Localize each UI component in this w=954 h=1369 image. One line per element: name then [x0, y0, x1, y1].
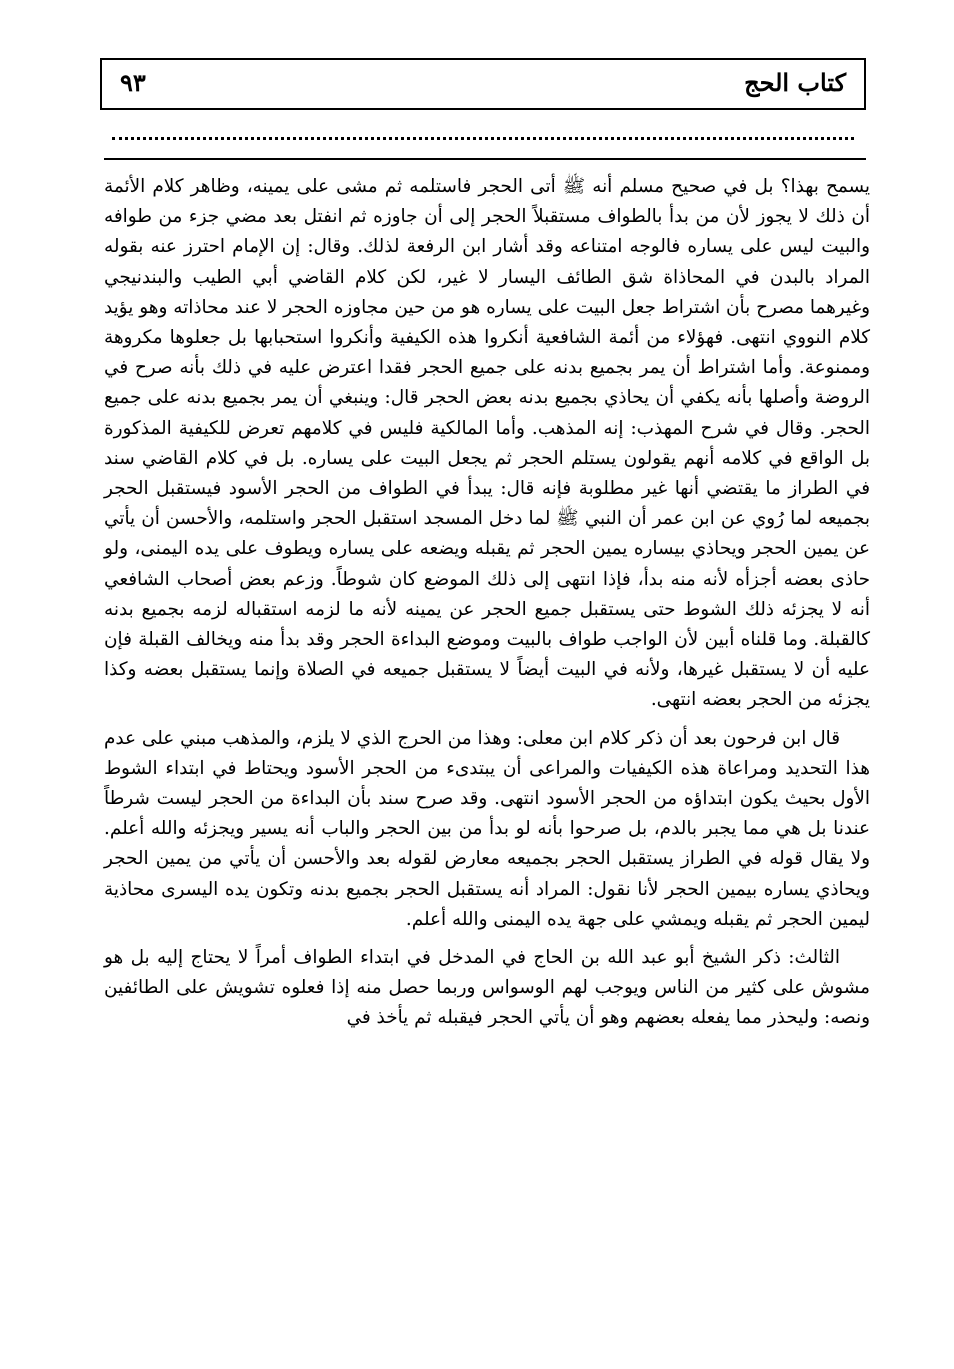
- paragraph: قال ابن فرحون بعد أن ذكر كلام ابن معلى: وهذا من الحرج الذي لا يلزم، والمذهب مبني على عدم هذا التحديد ومراعاة هذه الكيفيات والمراعى أن يبتدىء من الحجر الأسود ويحتاط في ابتداء الشوط الأول بحيث يكون ابتداؤه من الحجر الأسود انتهى. وقد صرح سند بأن البداءة من الحجر ليست شرطاً عندنا بل هي مما يجبر بالدم، بل صرحوا بأنه لو بدأ من بين الحجر والباب أنه يسير ويجزئه والله أعلم. ولا يقال قوله في الطراز يستقبل الحجر بجميعه معارض لقوله بعد والأحسن أن يأتي من يمين الحجر ويحاذي يساره بيمين الحجر لأنا نقول: المراد أنه يستقبل الحجر بجميع بدنه وتكون يده اليسرى محاذية ليمين الحجر ثم يقبله ويمشي على جهة يده اليمنى والله أعلم.: [104, 727, 870, 930]
- page-number: ٩٣: [120, 68, 146, 97]
- dotted-separator: [112, 120, 854, 140]
- chapter-title: كتاب الحج: [744, 68, 846, 97]
- paragraph: الثالث: ذكر الشيخ أبو عبد الله بن الحاج في المدخل في ابتداء الطواف أمراً لا يحتاج إليه بل هو مشوش على كثير من الناس ويوجب لهم الوسواس وربما حصل منه إذا فعلوه تشويش على الطائفين ونصه: وليحذر مما يفعله بعضهم وهو أن يأتي الحجر فيقبله ثم يأخذ في: [104, 947, 870, 1029]
- running-header: [100, 58, 866, 110]
- paragraph: يسمح بهذا؟ بل في صحيح مسلم أنه ﷺ أتى الحجر فاستلمه ثم مشى على يمينه، وظاهر كلام الأئمة أن ذلك لا يجوز لأن من بدأ بالطواف مستقبلاً الحجر إلى أن جاوزه ثم انفتل بعد مضي جزء من طوافه والبيت ليس على يساره فالوجه امتناعه وقد أشار ابن الرفعة لذلك. وقال: إن الإمام احترز عنه بقوله المراد بالبدن في المحاذاة شق الطائف اليسار لا غير، لكن كلام القاضي أبي الطيب والبندنيجي وغيرهما مصرح بأن اشتراط جعل البيت على يساره هو من حين مجاوزه الحجر لا عند محاذاته وهو يؤيد كلام النووي انتهى. فهؤلاء من أئمة الشافعية أنكروا هذه الكيفية وأنكروا استحبابها بل جعلوها مكروهة وممنوعة. وأما اشتراط أن يمر بجميع بدنه على جميع الحجر فقدا اعترض عليه في ذلك بأنه صرح في الروضة وأصلها بأنه يكفي أن يحاذي بجميع بدنه بعض الحجر قال: وينبغي أن يمر بجميع بدنه على جميع الحجر. وقال في شرح المهذب: إنه المذهب. وأما المالكية فليس في كلامهم تعرض للكيفية المذكورة بل الواقع في كلامه أنهم يقولون يستلم الحجر ثم يجعل البيت على يساره. بل في كلام القاضي سند في الطراز ما يقتضي أنها غير مطلوبة فإنه قال: يبدأ في الطواف من الحجر الأسود فيستقبل الحجر بجميعه لما رُوي عن ابن عمر أن النبي ﷺ لما دخل المسجد استقبل الحجر واستلمه، والأحسن أن يأتي عن يمين الحجر ويحاذي بيساره يمين الحجر ثم يقبله ويضعه على يساره ويطوف على يده اليمنى، ولو حاذى بعضه أجزأه لأنه منه بدأ، فإذا انتهى إلى ذلك الموضع كان شوطاً. وزعم بعض أصحاب الشافعي أنه لا يجزئه ذلك الشوط حتى يستقبل جميع الحجر عن يمينه لأنه ما لزمه استقباله لزمه بجميع بدنه كالقبلة. وما قلناه أبين لأن الواجب طواف بالبيت وموضع البداءة الحجر وقد بدأ منه ويخالف القبلة فإن عليه أن لا يستقبل غيرها، ولأنه في البيت أيضاً لا يستقبل جميعه في الصلاة وإنما يستقبل بعضه وكذا يجزئه من الحجر بعضه انتهى.: [104, 176, 870, 711]
- horizontal-rule: [104, 158, 866, 160]
- main-text: [104, 172, 870, 1034]
